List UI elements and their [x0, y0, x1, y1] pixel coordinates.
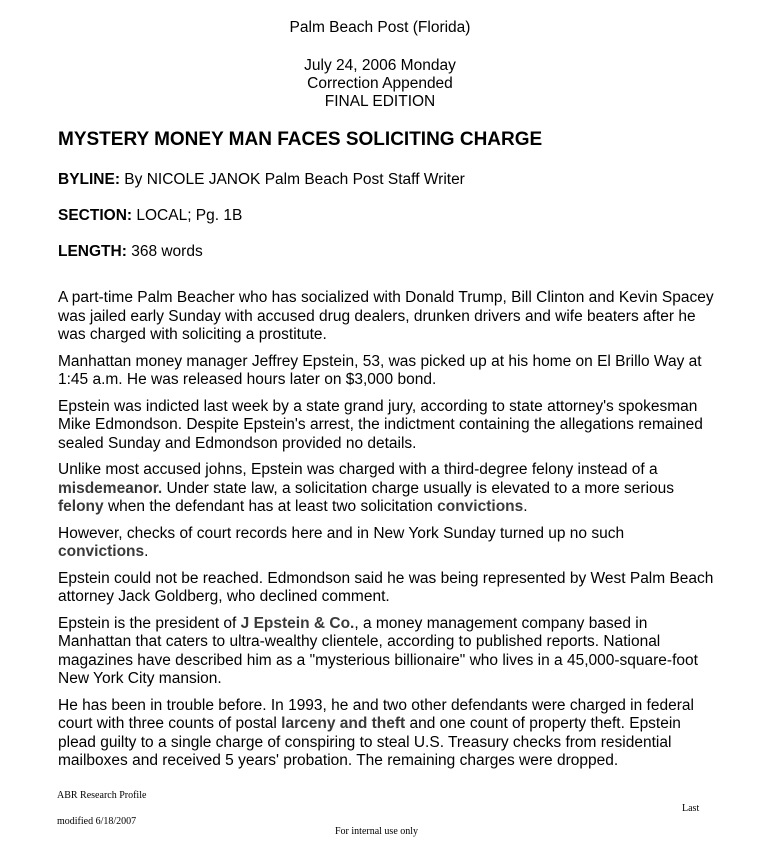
p4-text: . — [523, 498, 528, 515]
length-line — [58, 243, 203, 261]
byline-label: BYLINE: — [58, 171, 120, 188]
section-line — [58, 207, 242, 225]
paragraph-8 — [58, 697, 718, 771]
article-headline: MYSTERY MONEY MAN FACES SOLICITING CHARGE — [58, 129, 543, 150]
byline-value: By NICOLE JANOK Palm Beach Post Staff Writer — [120, 171, 465, 188]
p7-text: , a money management company based in Manhattan that caters to ultra-wealthy clientele, according to published reports. National magazines have described him as a "mysterious billionaire" who lives in a 45,000-square-foot New York City mansion. — [58, 614, 698, 687]
length-label: LENGTH: — [58, 243, 127, 260]
correction-note: Correction Appended — [307, 75, 453, 92]
length-value: 368 words — [126, 243, 203, 260]
paragraph-7 — [58, 615, 718, 689]
p5-text: . — [144, 543, 149, 560]
highlight-misdemeanor: misdemeanor. — [58, 479, 163, 497]
section-label: SECTION: — [58, 207, 133, 224]
p8-text: and one count of property theft. Epstein plead guilty to a single charge of conspiring to steal U.S. Treasury checks from residential mailboxes and received 5 years' probation. The remaining charges were dropped. — [58, 715, 681, 769]
paragraph-2: Manhattan money manager Jeffrey Epstein, 53, was picked up at his home on El Brillo Way at 1:45 a.m. He was released hours later on $3,000 bond. — [58, 352, 702, 388]
p5-text: However, checks of court records here and in New York Sunday turned up no such — [58, 524, 625, 542]
section-value: LOCAL; Pg. 1B — [132, 207, 243, 224]
paragraph-5 — [58, 525, 718, 562]
p4-text: Under state law, a solicitation charge usually is elevated to a more serious — [162, 479, 675, 497]
publication-name: Palm Beach Post (Florida) — [289, 19, 471, 36]
edition-label: FINAL EDITION — [324, 93, 436, 110]
article-body — [58, 289, 718, 779]
p8-text: He has been in trouble before. In 1993, he and two other defendants were charged in federal court with three counts of postal — [58, 696, 694, 732]
highlight-convictions: convictions — [58, 543, 145, 560]
date-block — [0, 57, 760, 111]
highlight-company: J Epstein & Co. — [240, 614, 355, 632]
highlight-felony: felony — [58, 498, 104, 515]
footer-internal: For internal use only — [335, 826, 419, 837]
highlight-larceny: larceny and theft — [281, 715, 406, 732]
paragraph-1: A part-time Palm Beacher who has socialized with Donald Trump, Bill Clinton and Kevin Spacey was jailed early Sunday with accused drug dealers, drunken drivers and wife beaters after he was charged with soliciting a prostitute. — [58, 289, 714, 343]
publication-date: July 24, 2006 Monday — [304, 57, 456, 74]
p7-text: Epstein is the president of — [58, 614, 241, 632]
p4-text: Unlike most accused johns, Epstein was charged with a third-degree felony instead of a — [58, 461, 658, 478]
p4-text: when the defendant has at least two solicitation — [103, 498, 438, 515]
paragraph-3: Epstein was indicted last week by a state grand jury, according to state attorney's spokesman Mike Edmondson. Despite Epstein's arrest, the indictment containing the allegations remained sealed Sunday and Edmondson provided no details. — [58, 397, 703, 452]
footer-last: Last — [682, 803, 700, 814]
highlight-convictions: convictions — [437, 498, 524, 515]
footer-profile: ABR Research Profile — [57, 790, 147, 801]
paragraph-4 — [58, 461, 718, 517]
footer-modified: modified 6/18/2007 — [57, 816, 137, 827]
paragraph-6: Epstein could not be reached. Edmondson said he was being represented by West Palm Beach attorney Jack Goldberg, who declined comment. — [58, 569, 714, 605]
byline — [58, 171, 465, 189]
